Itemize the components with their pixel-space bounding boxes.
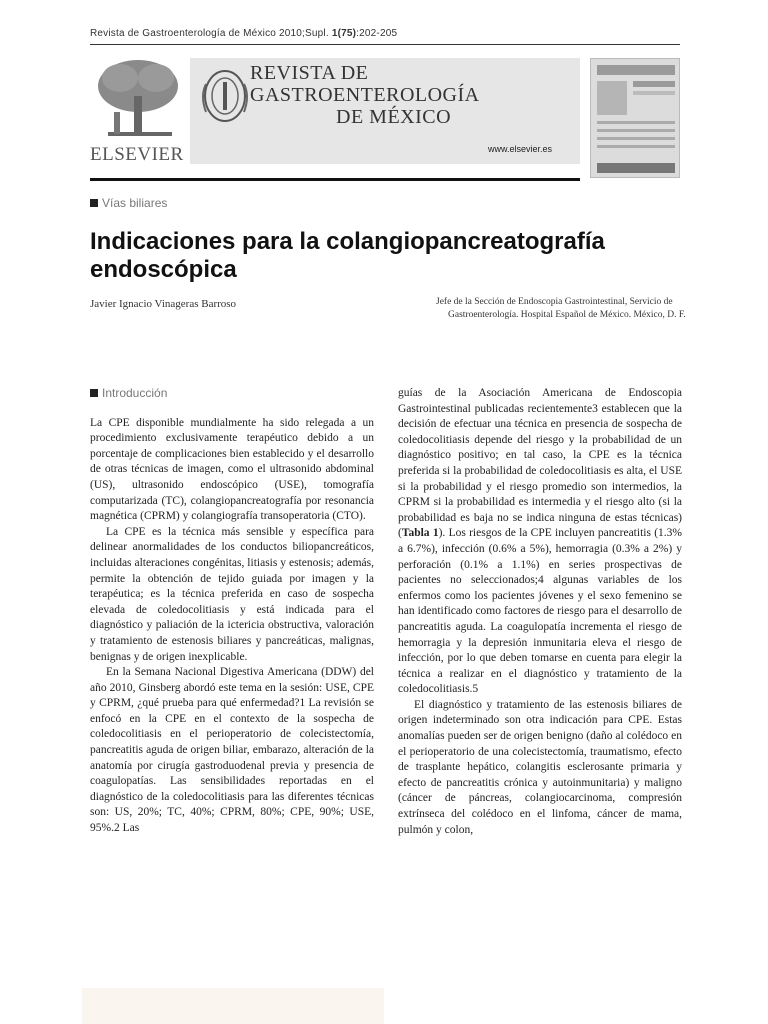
- journal-seal-icon: [198, 64, 252, 128]
- square-bullet-icon: [90, 389, 98, 397]
- paragraph: guías de la Asociación Americana de Endoscopia Gastrointestinal publicadas recientemente3 establecen que la decisión de efectuar una técnica en presencia de sospecha de coledocolitiasis depende del riesgo y la probabilidad de un diagnóstico positivo; en tal caso, la CPE es la técnica preferida si la probabilidad de coledocolitiasis es alta, el USE si la probabilidad y el riesgo promedio son intermedios, la CPRM si la probabilidad es intermedia y el riesgo alto (si la probabilidad es baja no se indica ninguna de estas técnicas) (Tabla 1). Los riesgos de la CPE incluyen pancreatitis (1.3% a 6.7%), infección (0.6% a 5%), hemorragia (0.3% a 2%) y perforación (0.1% a 1.1%) en series prospectivas de pacientes no seleccionados;4 algunas variables de los enfermos como los pacientes jóvenes y el sexo femenino se han identificado como factores de riesgo para el desarrollo de pancreatitis aguda. La coagulopatía incrementa el riesgo de hemorragia y la depresión inmunitaria eleva el riesgo de infección, por lo que deben tomarse en cuenta para elegir la técnica a realizar en el diagnóstico y tratamiento de la coledocolitiasis.5: [398, 387, 682, 696]
- author-name: Javier Ignacio Vinageras Barroso: [90, 298, 237, 310]
- column-left: [90, 386, 374, 837]
- paragraph: El diagnóstico y tratamiento de las estenosis biliares de origen indeterminado son otra indicación para CPE. Estas anomalías pueden ser de origen benigno (daño al colédoco en el perioperatorio de una colecistectomía, traumatismo, efecto de trasplante hepático, colangitis esclerosante primaria y efecto de pancreatitis crónica y autoinmunitaria) y maligno (cáncer de páncreas, colangiocarcinoma, compresión extrínseca del colédoco en el linfoma, cáncer de mama, pulmón y colon,: [398, 698, 682, 836]
- square-bullet-icon: [90, 199, 98, 207]
- paragraph: La CPE disponible mundialmente ha sido relegada a un procedimiento exclusivamente terapéutico debido a un porcentaje de complicaciones bien establecido y el desarrollo de otras técnicas de imagen, como el ultrasonido abdominal (US), ultrasonido endoscópico (USE), tomografía computarizada (TC), colangiopancreatografía por resonancia magnética (CPRM) y colangiografía transoperatoria (CTO).: [90, 416, 374, 523]
- masthead-rule: [90, 178, 580, 181]
- table-reference[interactable]: Tabla 1: [401, 527, 439, 540]
- paragraph: La CPE es la técnica más sensible y específica para delinear anormalidades de los conductos biliopancreáticos, incluidas alteraciones congénitas, litiasis y estenosis; además, permite la obtención de tejido guiada por imagen y la terapéutica; es la técnica preferida en caso de sospecha elevada de coledocolitiasis y está indicada para el diagnóstico y paliación de la ictericia obstructiva, valoración y tratamiento de estenosis biliares y pancreáticas, malignas, benignas y de origen inexplicable.: [90, 525, 374, 663]
- journal-title: REVISTA DE GASTROENTEROLOGÍA DE MÉXICO: [250, 62, 480, 128]
- elsevier-logo: [90, 56, 188, 166]
- elsevier-tree-icon: [90, 56, 188, 144]
- top-rule: [90, 44, 680, 45]
- column-right: [398, 386, 682, 838]
- journal-url[interactable]: www.elsevier.es: [488, 144, 553, 154]
- intro-heading: Introducción: [90, 386, 374, 402]
- section-label: Vías biliares: [90, 196, 167, 210]
- article-title: Indicaciones para la colangiopancreatografía endoscópica: [90, 228, 605, 283]
- publisher-name: ELSEVIER: [90, 144, 184, 165]
- journal-citation: Revista de Gastroenterología de México 2010;Supl. 1(75):202-205: [90, 28, 398, 39]
- footer-shade: [82, 988, 384, 1024]
- masthead: [90, 56, 680, 180]
- paragraph: En la Semana Nacional Digestiva Americana (DDW) del año 2010, Ginsberg abordó este tema en la sesión: USE, CPE y CPRM, ¿qué prueba para qué enfermedad?1 La revisión se enfocó en la CPE en el contexto de la sospecha de coledocolitiasis en el perioperatorio de colecistectomía, pancreatitis aguda de origen biliar, embarazo, alteración de la anatomía por cirugía gastroduodenal previa y presencia de coagulopatías. Las sensibilidades reportadas en el diagnóstico de la coledocolitiasis para las diferentes técnicas son: US, 20%; TC, 40%; CPRM, 80%; CPE, 90%; USE, 95%.2 Las: [90, 666, 374, 835]
- author-affiliation: Jefe de la Sección de Endoscopia Gastrointestinal, Servicio de Gastroenterología. Hospital Español de México. México, D. F.: [436, 297, 686, 320]
- journal-cover-thumbnail: [590, 58, 680, 178]
